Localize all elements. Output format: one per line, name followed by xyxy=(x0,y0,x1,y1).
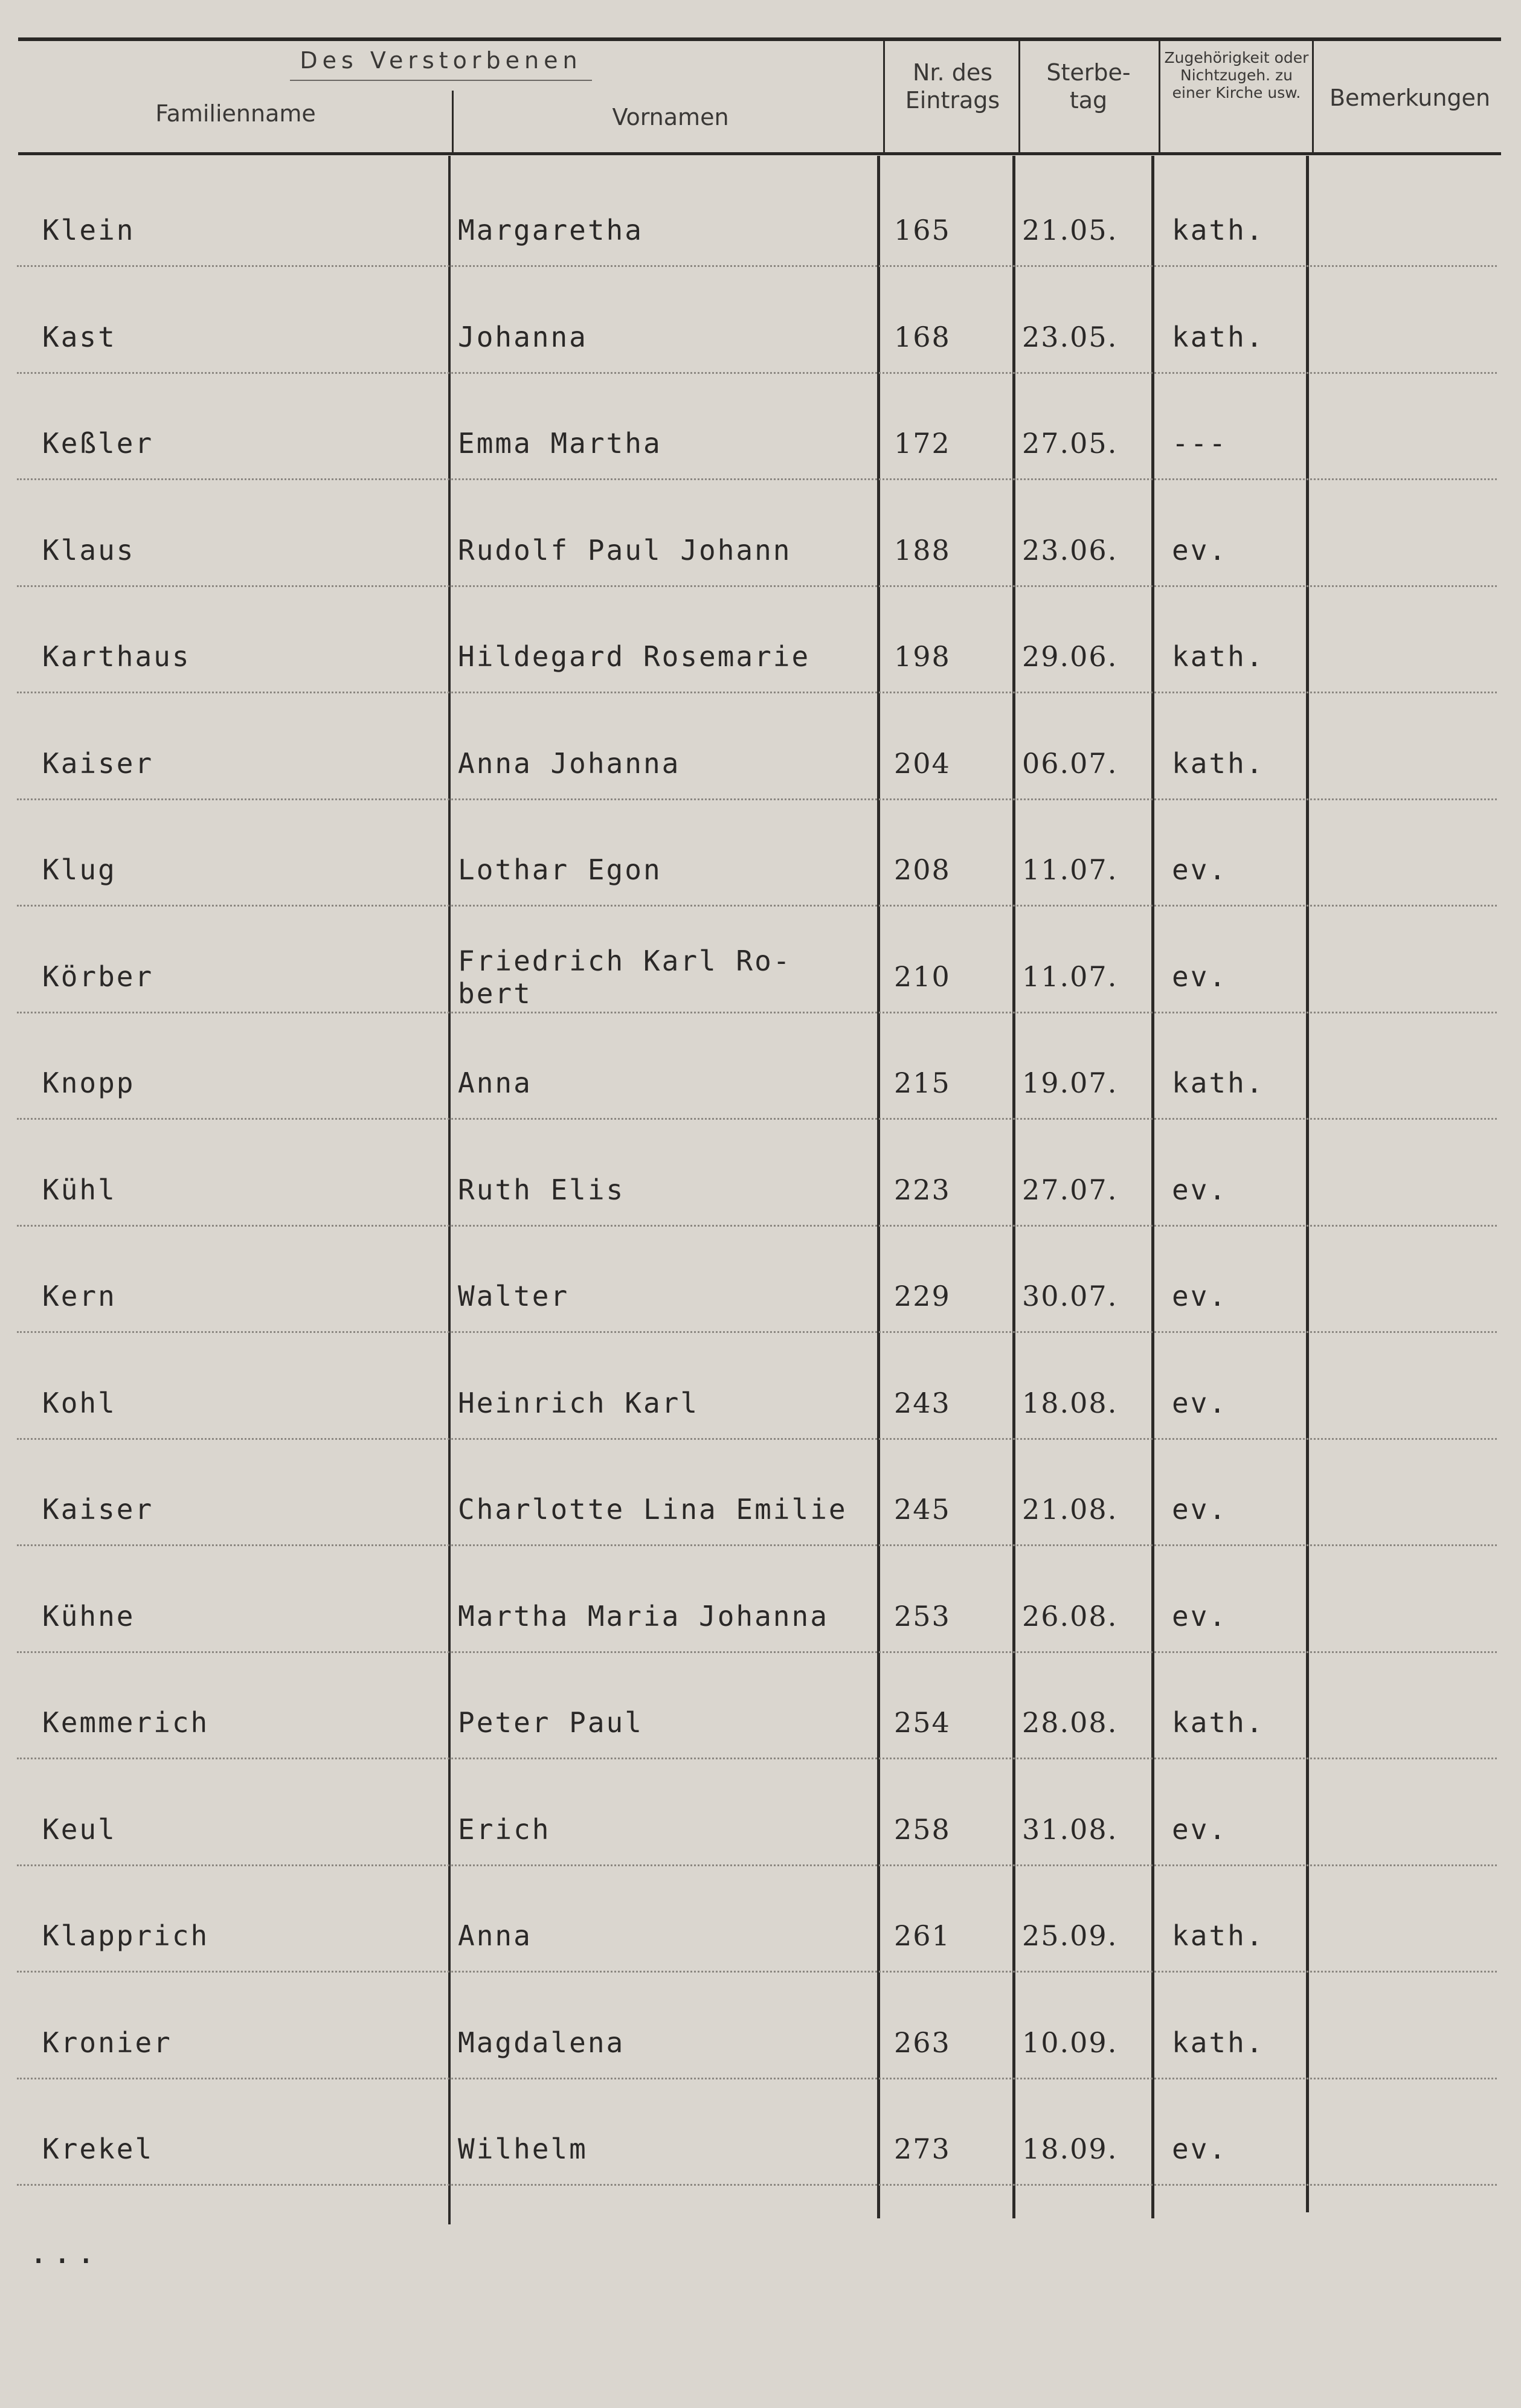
cell-vornamen: Erich xyxy=(458,1812,551,1846)
row-dotted-rule xyxy=(17,2184,1497,2186)
cell-familienname: Klaus xyxy=(42,533,135,567)
table-row xyxy=(0,1440,1521,1546)
cell-vornamen: Rudolf Paul Johann xyxy=(458,533,792,567)
cell-kirche: kath. xyxy=(1172,320,1265,353)
cell-kirche: ev. xyxy=(1172,1599,1228,1633)
cell-vornamen: Friedrich Karl Ro- bert xyxy=(458,944,792,1010)
cell-sterbetag: 11.07. xyxy=(1022,853,1118,886)
cell-nr-des-eintrags: 254 xyxy=(894,1706,951,1739)
cell-sterbetag: 18.08. xyxy=(1022,1386,1118,1419)
cell-sterbetag: 31.08. xyxy=(1022,1812,1118,1846)
cell-sterbetag: 29.06. xyxy=(1022,640,1118,673)
cell-sterbetag: 06.07. xyxy=(1022,746,1118,780)
cell-nr-des-eintrags: 165 xyxy=(894,214,951,246)
cell-familienname: Klein xyxy=(42,214,135,246)
cell-kirche: kath. xyxy=(1172,640,1265,673)
cell-nr-des-eintrags: 273 xyxy=(894,2133,951,2165)
cell-sterbetag: 21.08. xyxy=(1022,1493,1118,1526)
cell-nr-des-eintrags: 223 xyxy=(894,1173,951,1206)
cell-nr-des-eintrags: 204 xyxy=(894,746,951,780)
cell-sterbetag: 26.08. xyxy=(1022,1599,1118,1633)
cell-nr-des-eintrags: 208 xyxy=(894,853,951,886)
cell-familienname: Kühne xyxy=(42,1599,135,1633)
table-row xyxy=(0,1013,1521,1120)
cell-sterbetag: 30.07. xyxy=(1022,1280,1118,1312)
cell-kirche: kath. xyxy=(1172,746,1265,780)
cell-sterbetag: 21.05. xyxy=(1022,214,1118,246)
cell-sterbetag: 23.06. xyxy=(1022,533,1118,567)
cell-sterbetag: 25.09. xyxy=(1022,1919,1118,1952)
cell-vornamen: Margaretha xyxy=(458,214,643,246)
cell-familienname: Klapprich xyxy=(42,1919,210,1952)
table-row xyxy=(0,1973,1521,2079)
cell-vornamen: Martha Maria Johanna xyxy=(458,1599,829,1633)
cell-vornamen: Heinrich Karl xyxy=(458,1386,699,1419)
cell-sterbetag: 18.09. xyxy=(1022,2133,1118,2165)
cell-familienname: Kemmerich xyxy=(42,1706,210,1739)
cell-vornamen: Magdalena xyxy=(458,2026,625,2059)
cell-vornamen: Charlotte Lina Emilie xyxy=(458,1493,847,1526)
header-familienname: Familienname xyxy=(155,100,316,127)
header-sterbetag: Sterbe- tag xyxy=(1046,59,1131,114)
cell-nr-des-eintrags: 243 xyxy=(894,1386,951,1419)
cell-familienname: Körber xyxy=(42,960,154,993)
cell-kirche: kath. xyxy=(1172,2026,1265,2059)
cell-kirche: ev. xyxy=(1172,2133,1228,2165)
cell-nr-des-eintrags: 229 xyxy=(894,1280,951,1312)
table-row xyxy=(0,907,1521,1013)
cell-nr-des-eintrags: 263 xyxy=(894,2026,951,2059)
cell-vornamen: Lothar Egon xyxy=(458,853,662,886)
cell-sterbetag: 19.07. xyxy=(1022,1067,1118,1099)
table-row xyxy=(0,2079,1521,2186)
cell-kirche: kath. xyxy=(1172,1919,1265,1952)
cell-familienname: Knopp xyxy=(42,1067,135,1099)
table-row xyxy=(0,481,1521,587)
cell-kirche: ev. xyxy=(1172,1386,1228,1419)
cell-kirche: ev. xyxy=(1172,1812,1228,1846)
header-group-title: Des Verstorbenen xyxy=(300,47,582,74)
table-row xyxy=(0,1760,1521,1866)
cell-nr-des-eintrags: 245 xyxy=(894,1493,951,1526)
cell-kirche: kath. xyxy=(1172,1706,1265,1739)
cell-nr-des-eintrags: 253 xyxy=(894,1599,951,1633)
cell-vornamen: Anna xyxy=(458,1919,532,1952)
cell-familienname: Krekel xyxy=(42,2133,154,2165)
cell-vornamen: Johanna xyxy=(458,320,588,353)
cell-familienname: Keßler xyxy=(42,427,154,460)
table-row xyxy=(0,587,1521,693)
cell-nr-des-eintrags: 215 xyxy=(894,1067,951,1099)
cell-sterbetag: 23.05. xyxy=(1022,320,1118,353)
table-row xyxy=(0,374,1521,480)
cell-sterbetag: 11.07. xyxy=(1022,960,1118,993)
cell-nr-des-eintrags: 210 xyxy=(894,960,951,993)
cell-familienname: Kühl xyxy=(42,1173,117,1206)
cell-nr-des-eintrags: 188 xyxy=(894,533,951,567)
cell-kirche: ev. xyxy=(1172,960,1228,993)
table-row xyxy=(0,268,1521,374)
cell-nr-des-eintrags: 258 xyxy=(894,1812,951,1846)
cell-nr-des-eintrags: 198 xyxy=(894,640,951,673)
cell-familienname: Kohl xyxy=(42,1386,117,1419)
cell-kirche: ev. xyxy=(1172,1173,1228,1206)
cell-kirche: ev. xyxy=(1172,533,1228,567)
table-row xyxy=(0,1547,1521,1653)
cell-familienname: Kast xyxy=(42,320,117,353)
table-row xyxy=(0,1866,1521,1973)
cell-sterbetag: 10.09. xyxy=(1022,2026,1118,2059)
cell-kirche: ev. xyxy=(1172,853,1228,886)
cell-kirche: --- xyxy=(1172,427,1228,460)
cell-vornamen: Anna Johanna xyxy=(458,746,681,780)
cell-familienname: Kaiser xyxy=(42,746,154,780)
cell-familienname: Keul xyxy=(42,1812,117,1846)
cell-sterbetag: 27.07. xyxy=(1022,1173,1118,1206)
header-nr-des-eintrags: Nr. des Eintrags xyxy=(905,59,1000,114)
table-row xyxy=(0,1653,1521,1759)
cell-vornamen: Wilhelm xyxy=(458,2133,588,2165)
table-row xyxy=(0,800,1521,907)
cell-vornamen: Anna xyxy=(458,1067,532,1099)
header-bemerkungen: Bemerkungen xyxy=(1329,85,1491,111)
cell-nr-des-eintrags: 172 xyxy=(894,427,951,460)
cell-familienname: Kaiser xyxy=(42,1493,154,1526)
cell-familienname: Kronier xyxy=(42,2026,172,2059)
cell-familienname: Klug xyxy=(42,853,117,886)
cell-vornamen: Hildegard Rosemarie xyxy=(458,640,811,673)
header-vornamen: Vornamen xyxy=(612,104,729,130)
cell-vornamen: Walter xyxy=(458,1280,570,1312)
cell-familienname: Kern xyxy=(42,1280,117,1312)
cell-kirche: ev. xyxy=(1172,1280,1228,1312)
cell-familienname: Karthaus xyxy=(42,640,191,673)
cell-vornamen: Peter Paul xyxy=(458,1706,643,1739)
table-row xyxy=(0,1334,1521,1440)
header-kirche: Zugehörigkeit oder Nichtzugeh. zu einer Kirche usw. xyxy=(1164,49,1309,101)
cell-nr-des-eintrags: 261 xyxy=(894,1919,951,1952)
cell-vornamen: Ruth Elis xyxy=(458,1173,625,1206)
table-row xyxy=(0,694,1521,800)
cell-kirche: kath. xyxy=(1172,214,1265,246)
table-row xyxy=(0,1120,1521,1227)
continuation-ellipsis: ... xyxy=(29,2235,100,2271)
table-row xyxy=(0,1227,1521,1333)
cell-nr-des-eintrags: 168 xyxy=(894,320,951,353)
cell-vornamen: Emma Martha xyxy=(458,427,662,460)
table-row xyxy=(0,161,1521,267)
cell-sterbetag: 27.05. xyxy=(1022,427,1118,460)
cell-sterbetag: 28.08. xyxy=(1022,1706,1118,1739)
cell-kirche: ev. xyxy=(1172,1493,1228,1526)
cell-kirche: kath. xyxy=(1172,1067,1265,1099)
